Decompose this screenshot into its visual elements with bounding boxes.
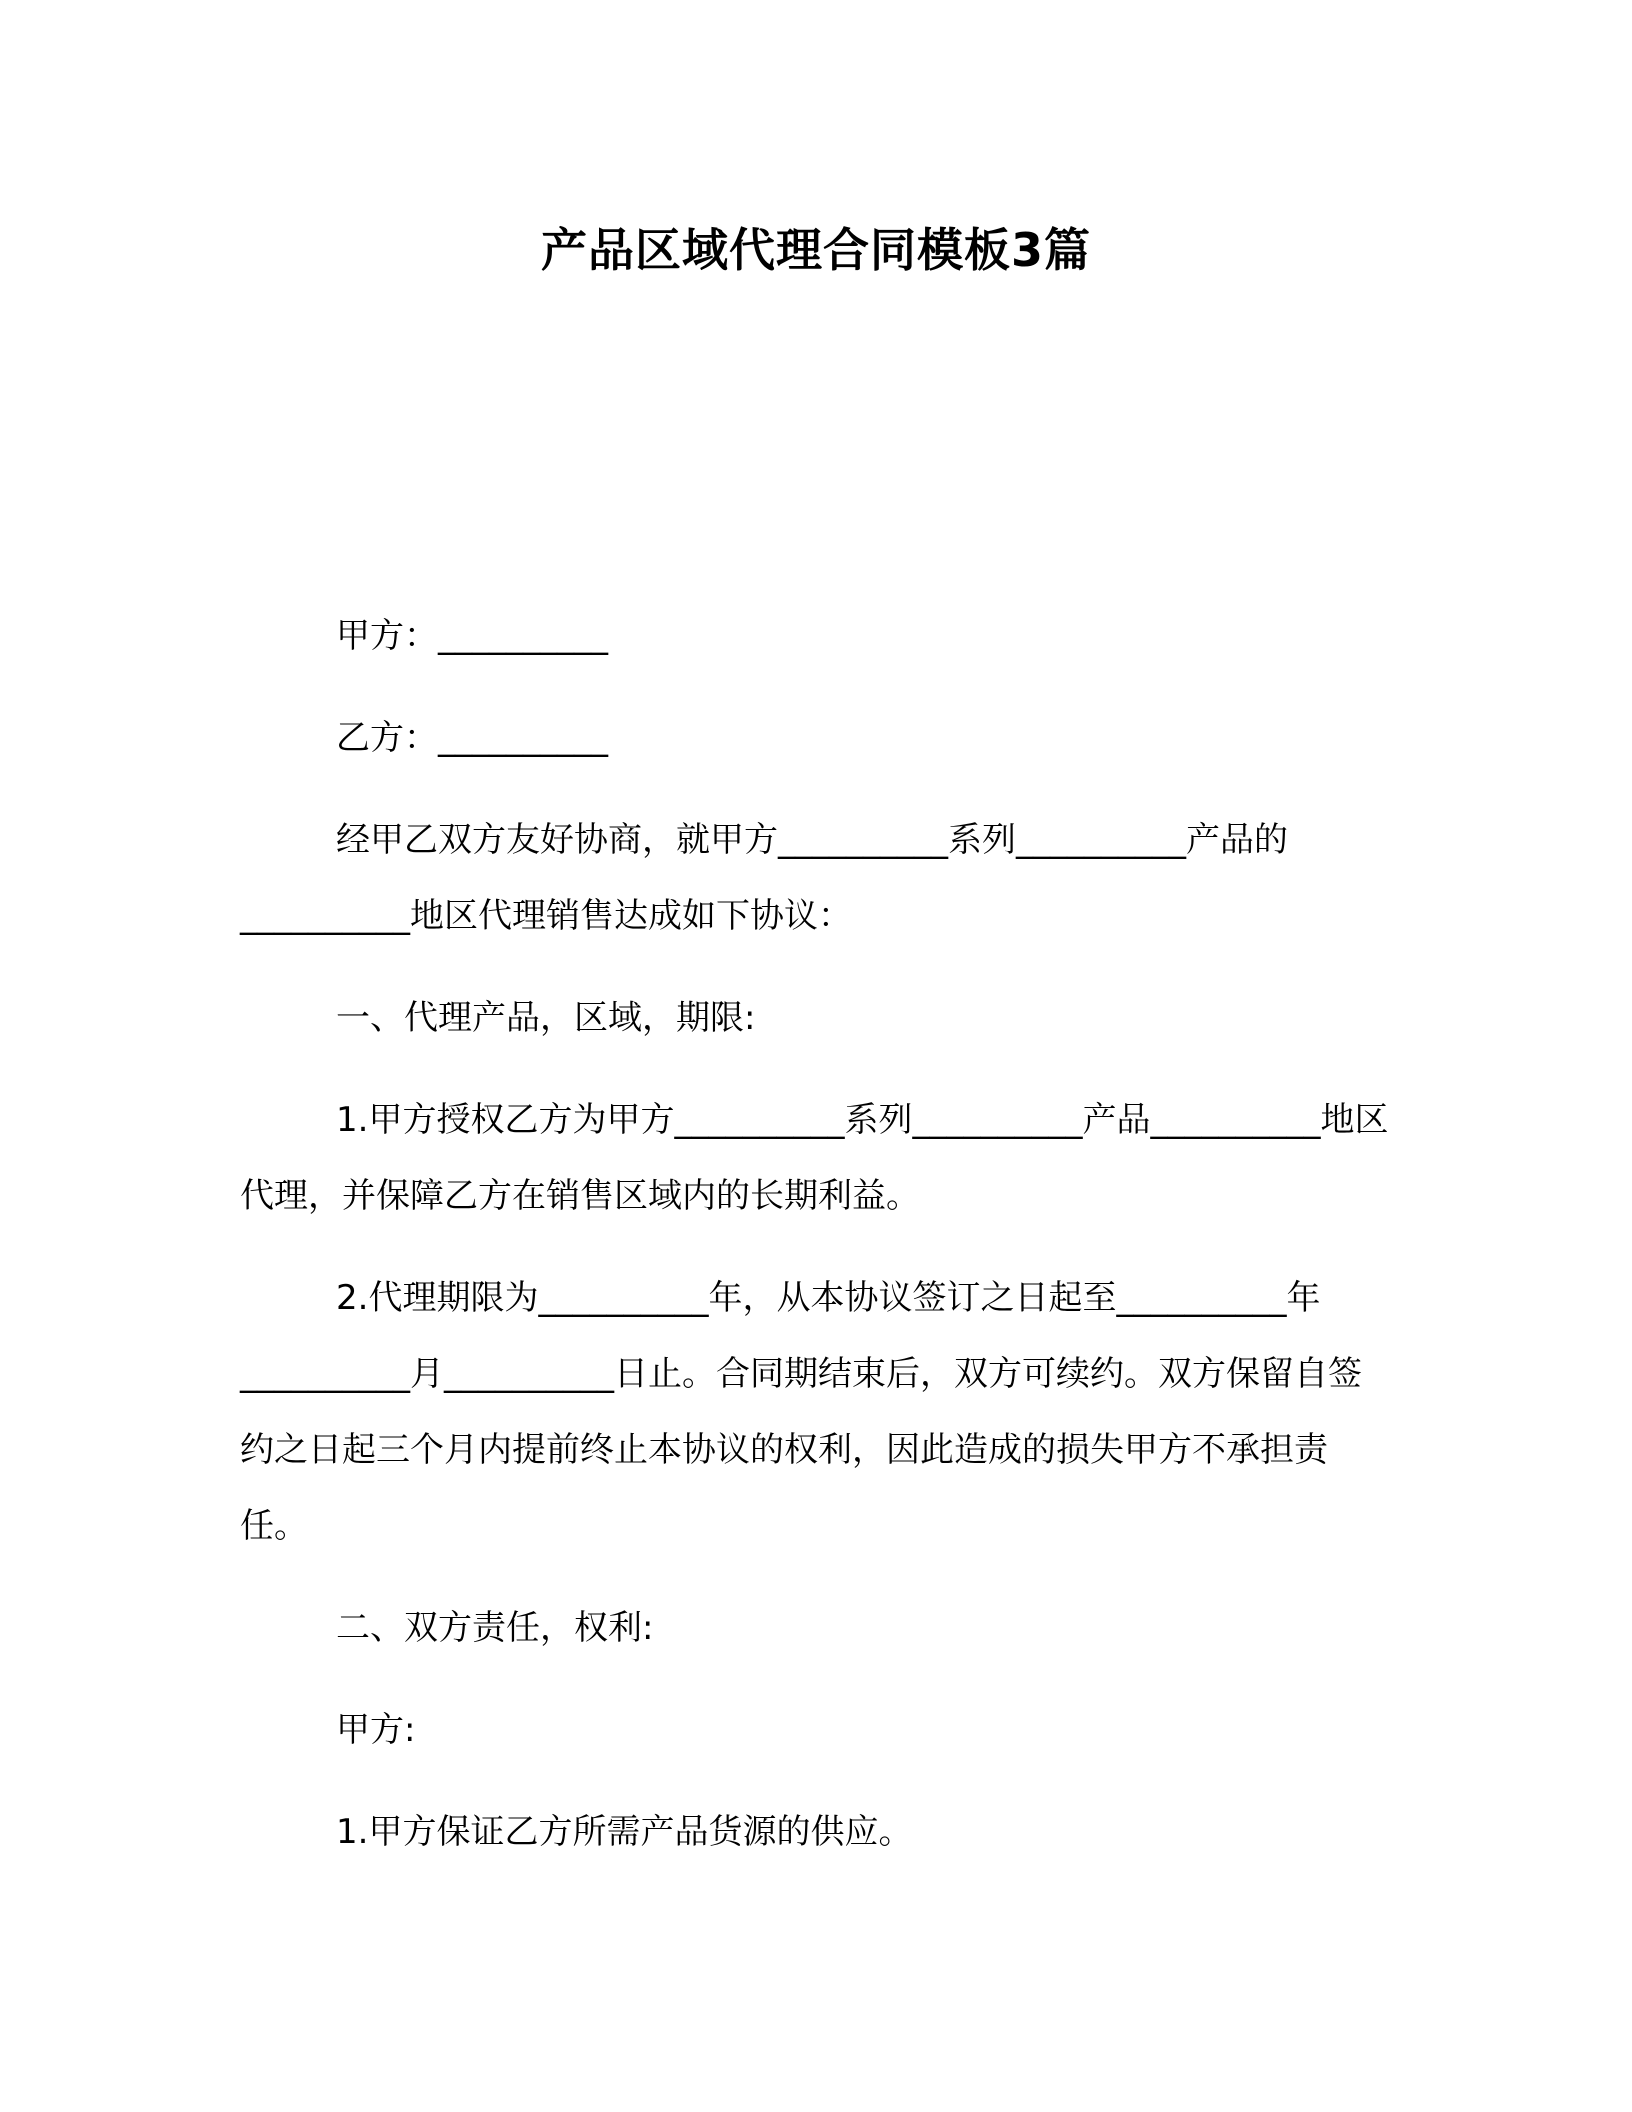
clause-1-1: 1.甲方授权乙方为甲方__________系列__________产品__________地区代理，并保障乙方在销售区域内的长期利益。 [240, 1100, 1389, 1216]
intro-paragraph: 经甲乙双方友好协商，就甲方__________系列__________产品的__________地区代理销售达成如下协议： [240, 820, 1288, 936]
party-a-subheading: 甲方: [336, 1710, 416, 1750]
section-heading-2: 二、双方责任，权利: [336, 1608, 654, 1648]
party-b-line: 乙方：__________ [336, 718, 608, 758]
section-heading-1: 一、代理产品，区域，期限: [336, 998, 756, 1038]
party-a-line: 甲方：__________ [336, 616, 608, 656]
page-title: 产品区域代理合同模板3篇 [540, 223, 1091, 277]
document-body [240, 598, 1390, 1896]
clause-1-2: 2.代理期限为__________年，从本协议签订之日起至__________年__________月__________日止。合同期结束后，双方可续约。双方保留自签约之日起三个月内提前终止本协议的权利，因此造成的损失甲方不承担责任。 [240, 1278, 1362, 1546]
clause-2-1: 1.甲方保证乙方所需产品货源的供应。 [336, 1812, 913, 1852]
